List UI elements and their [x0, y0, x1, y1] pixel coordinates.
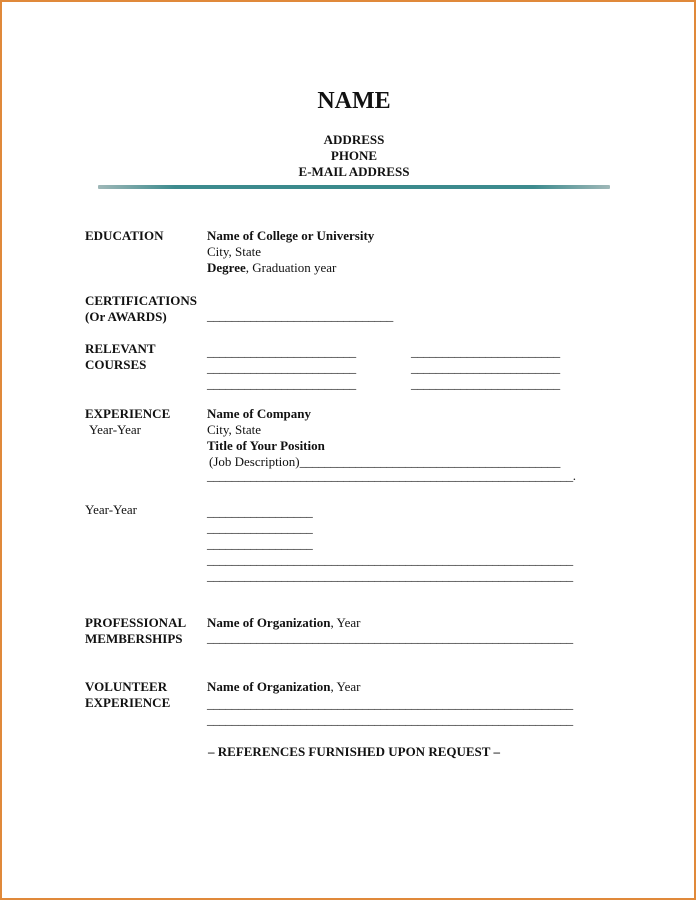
membership-blank: ___________________________________________________________: [207, 630, 573, 645]
job-description-blank: __________________________________________: [299, 454, 561, 469]
experience-long-blank: ___________________________________________________________: [207, 552, 573, 567]
degree-year: , Graduation year: [245, 260, 337, 275]
email: E-MAIL ADDRESS: [298, 164, 410, 179]
phone: PHONE: [330, 148, 378, 163]
volunteer-label: VOLUNTEER: [85, 679, 168, 694]
degree-line: [207, 260, 336, 276]
job-description-blank-line: ___________________________________________________________.: [207, 468, 576, 483]
volunteer-org: Name of Organization: [207, 679, 331, 694]
volunteer-experience-label: EXPERIENCE: [85, 695, 171, 710]
education-label: EDUCATION: [85, 228, 164, 243]
volunteer-blank: ___________________________________________________________: [207, 696, 573, 711]
company-name: Name of Company: [207, 406, 311, 421]
course-blank: ________________________: [207, 344, 356, 359]
relevant-label: RELEVANT: [85, 341, 156, 356]
experience-years: Year-Year: [89, 422, 141, 437]
awards-label: (Or AWARDS): [85, 309, 167, 324]
resume-name: NAME: [317, 88, 391, 114]
course-blank: ________________________: [411, 360, 560, 375]
experience-short-blank: _________________: [207, 520, 313, 535]
course-blank: ________________________: [207, 376, 356, 391]
volunteer-org-line: [207, 679, 360, 695]
experience-years-2: Year-Year: [85, 502, 137, 517]
membership-org: Name of Organization: [207, 615, 331, 630]
position-title: Title of Your Position: [207, 438, 325, 453]
membership-org-line: [207, 615, 360, 631]
experience-long-blank: ___________________________________________________________: [207, 568, 573, 583]
references-note: – REFERENCES FURNISHED UPON REQUEST –: [208, 744, 500, 759]
job-description-label: (Job Description): [209, 454, 300, 469]
school-name: Name of College or University: [207, 228, 375, 243]
membership-year: , Year: [330, 615, 361, 630]
professional-label: PROFESSIONAL: [85, 615, 187, 630]
course-blank: ________________________: [207, 360, 356, 375]
address: ADDRESS: [323, 132, 385, 147]
header-divider: [98, 185, 610, 189]
degree-label: Degree: [207, 260, 246, 275]
memberships-label: MEMBERSHIPS: [85, 631, 183, 646]
volunteer-year: , Year: [330, 679, 361, 694]
company-location: City, State: [207, 422, 262, 437]
certifications-label: CERTIFICATIONS: [85, 293, 197, 308]
experience-short-blank: _________________: [207, 504, 313, 519]
courses-label: COURSES: [85, 357, 147, 372]
certifications-blank: ______________________________: [207, 308, 394, 323]
experience-short-blank: _________________: [207, 536, 313, 551]
volunteer-blank: ___________________________________________________________: [207, 712, 573, 727]
course-blank: ________________________: [411, 376, 560, 391]
school-location: City, State: [207, 244, 262, 259]
course-blank: ________________________: [411, 344, 560, 359]
experience-label: EXPERIENCE: [85, 406, 171, 421]
